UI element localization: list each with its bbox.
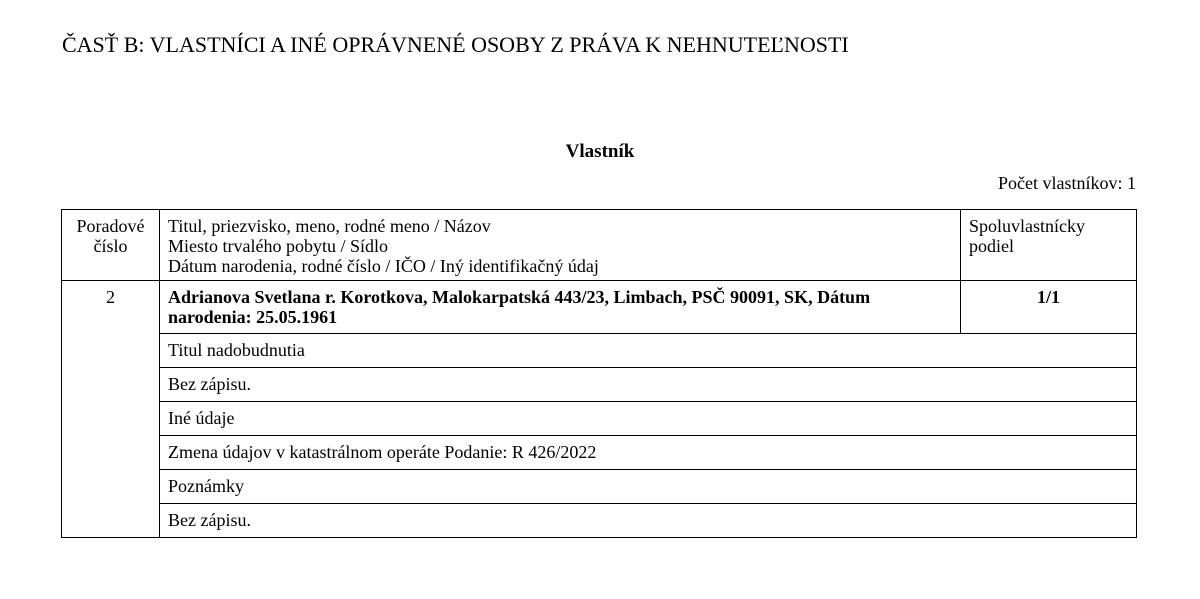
- owner-row: [62, 281, 1137, 334]
- table-row: [62, 368, 1137, 402]
- owner-identity: Adrianova Svetlana r. Korotkova, Malokarpatská 443/23, Limbach, PSČ 90091, SK, Dátum narodenia: 25.05.1961: [160, 281, 961, 334]
- header-share-line: Spoluvlastnícky: [969, 216, 1085, 236]
- owners-table: [61, 209, 1137, 538]
- header-identity-line: Dátum narodenia, rodné číslo / IČO / Iný identifikačný údaj: [168, 256, 599, 276]
- header-identity-line: Titul, priezvisko, meno, rodné meno / Názov: [168, 216, 491, 236]
- other-data-value: Zmena údajov v katastrálnom operáte Podanie: R 426/2022: [160, 436, 1137, 470]
- notes-value: Bez zápisu.: [160, 504, 1137, 538]
- section-title: ČASŤ B: VLASTNÍCI A INÉ OPRÁVNENÉ OSOBY Z PRÁVA K NEHNUTEĽNOSTI: [62, 32, 849, 57]
- owner-count: Počet vlastníkov: 1: [998, 173, 1136, 193]
- table-row: [62, 402, 1137, 436]
- header-number: [62, 210, 160, 281]
- header-identity-line: Miesto trvalého pobytu / Sídlo: [168, 236, 388, 256]
- table-row: [62, 504, 1137, 538]
- header-identity: [160, 210, 961, 281]
- acquisition-title-label: Titul nadobudnutia: [160, 334, 1137, 368]
- header-share: [961, 210, 1137, 281]
- other-data-label: Iné údaje: [160, 402, 1137, 436]
- acquisition-title-value: Bez zápisu.: [160, 368, 1137, 402]
- owner-share: 1/1: [961, 281, 1137, 334]
- header-number-line: číslo: [93, 236, 128, 256]
- owner-number: 2: [62, 281, 160, 538]
- table-row: [62, 470, 1137, 504]
- header-share-line: podiel: [969, 236, 1014, 256]
- header-number-line: Poradové: [76, 216, 145, 236]
- table-row: [62, 436, 1137, 470]
- table-header-row: [62, 210, 1137, 281]
- subtitle-owner: Vlastník: [565, 141, 635, 162]
- notes-label: Poznámky: [160, 470, 1137, 504]
- table-row: [62, 334, 1137, 368]
